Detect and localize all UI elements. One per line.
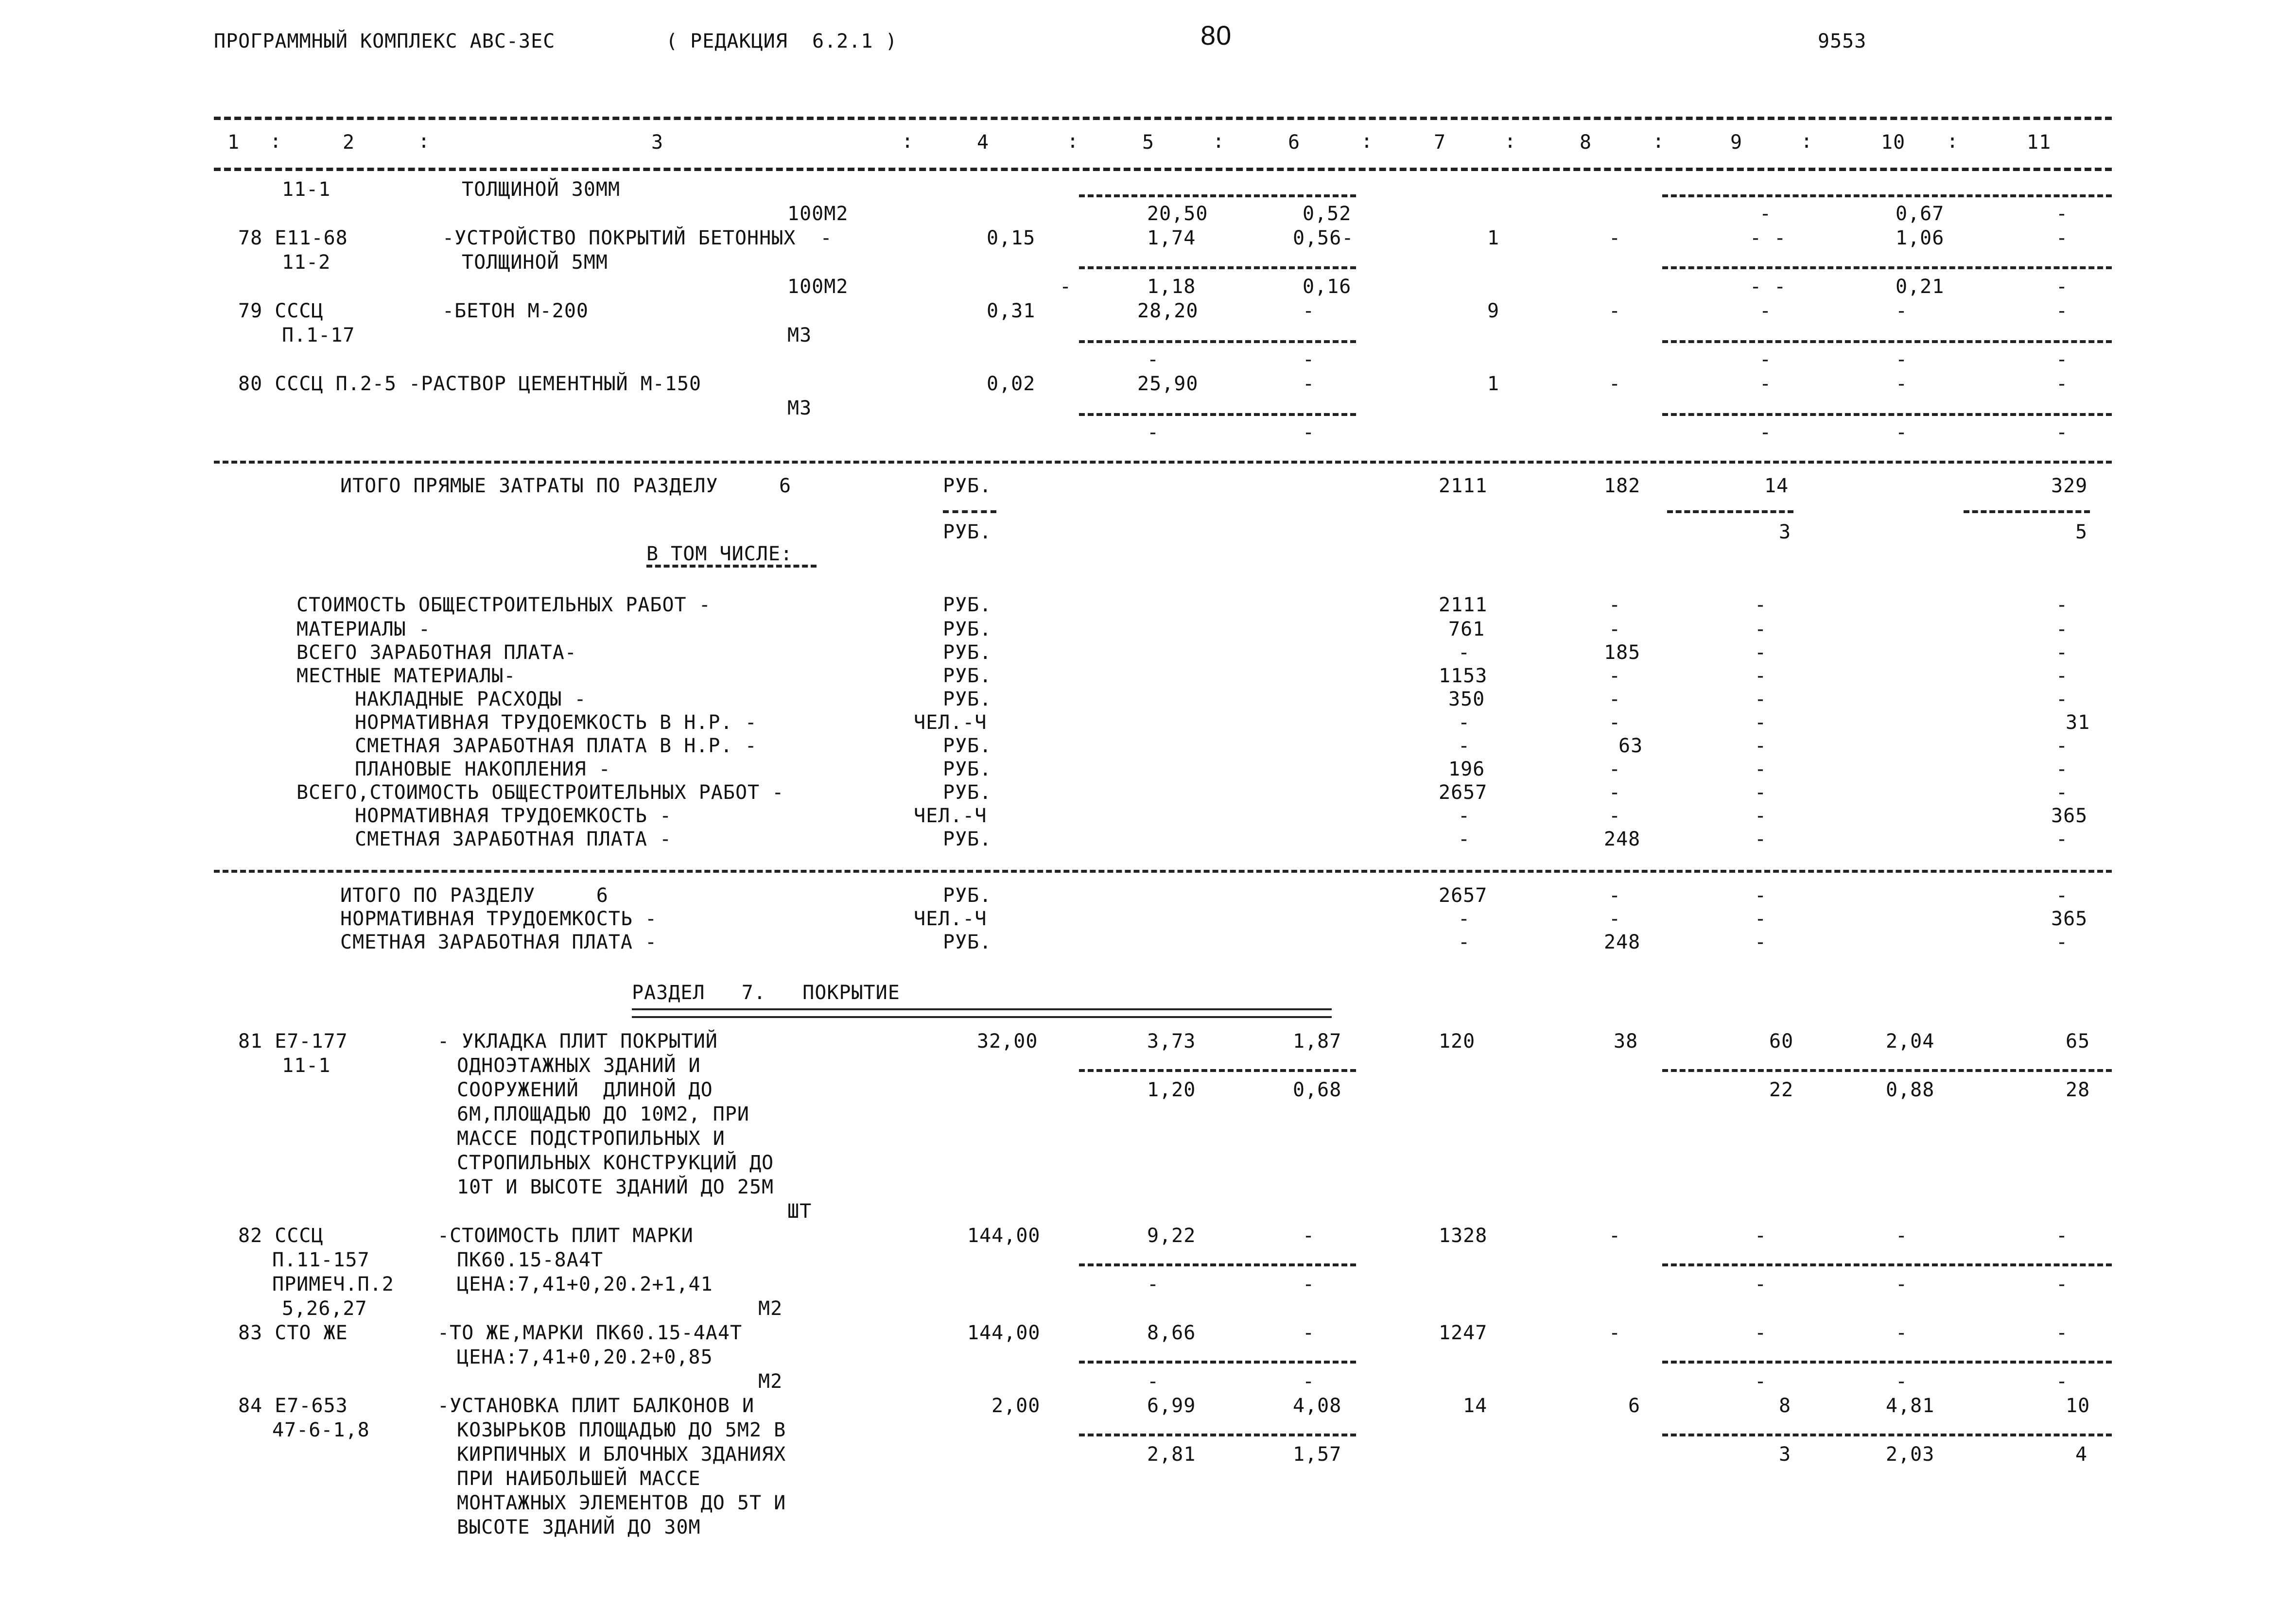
table-cell: ПК60.15-8А4Т	[457, 1249, 603, 1271]
table-cell: -	[1609, 373, 1621, 395]
table-cell: 9	[1487, 300, 1500, 322]
col-separator: :	[1504, 130, 1516, 153]
table-cell: -	[1755, 1273, 1767, 1296]
table-cell: -	[2056, 828, 2069, 850]
table-cell: СМЕТНАЯ ЗАРАБОТНАЯ ПЛАТА В Н.Р. -	[355, 735, 757, 757]
document-code: 9553	[1818, 30, 1867, 52]
table-cell: 1,06	[1896, 227, 1945, 249]
col-7: 7	[1434, 131, 1446, 154]
table-cell: -	[1303, 1273, 1315, 1296]
table-cell: -	[1609, 908, 1621, 930]
table-cell: СТОИМОСТЬ ОБЩЕСТРОИТЕЛЬНЫХ РАБОТ -	[296, 594, 711, 616]
table-cell: -	[1303, 421, 1315, 444]
table-cell: -	[2056, 665, 2069, 687]
col-5: 5	[1142, 131, 1155, 154]
table-cell: 81 Е7-177	[238, 1030, 348, 1053]
table-cell: 1247	[1439, 1322, 1488, 1344]
cell-underline	[1079, 1069, 1356, 1072]
table-cell: СМЕТНАЯ ЗАРАБОТНАЯ ПЛАТА -	[355, 828, 672, 850]
table-cell: ЧЕЛ.-Ч	[914, 908, 987, 930]
table-cell: М2	[758, 1370, 783, 1393]
table-cell: ОДНОЭТАЖНЫХ ЗДАНИЙ И	[457, 1054, 701, 1077]
table-cell: -	[1896, 373, 1908, 395]
table-cell: -	[1458, 828, 1471, 850]
table-cell: -	[1896, 1273, 1908, 1296]
table-cell: 6	[1628, 1395, 1641, 1417]
cell-underline	[1662, 194, 2112, 197]
col-3: 3	[651, 131, 664, 154]
table-cell: -	[1755, 618, 1767, 640]
table-cell: -	[1458, 641, 1471, 664]
table-cell: -	[1755, 805, 1767, 827]
table-cell: РУБ.	[943, 618, 992, 640]
table-cell: 2657	[1439, 884, 1488, 907]
table-cell: РУБ.	[943, 931, 992, 953]
section-total-rule	[214, 461, 2112, 464]
table-cell: 1,18	[1147, 276, 1196, 298]
table-cell: 84 Е7-653	[238, 1395, 348, 1417]
table-cell: КОЗЫРЬКОВ ПЛОЩАДЬЮ ДО 5М2 В	[457, 1419, 786, 1441]
table-cell: 5	[2075, 521, 2088, 543]
table-cell: П.1-17	[282, 324, 355, 346]
table-cell: РУБ.	[943, 665, 992, 687]
table-cell: -	[1609, 805, 1621, 827]
cell-underline	[1079, 1434, 1356, 1436]
table-cell: 248	[1604, 828, 1641, 850]
col-separator: :	[1213, 130, 1225, 153]
table-cell: -	[1147, 348, 1160, 371]
table-cell: ПРИМЕЧ.П.2	[272, 1273, 394, 1296]
table-cell: 65	[2066, 1030, 2090, 1053]
col-11: 11	[2027, 131, 2052, 154]
table-cell: -	[1755, 665, 1767, 687]
col-separator: :	[1067, 130, 1079, 153]
table-cell: -	[1755, 1225, 1767, 1247]
table-cell: 1	[1487, 373, 1500, 395]
table-cell: -	[1755, 688, 1767, 710]
table-cell: -	[1755, 711, 1767, 734]
table-cell: -	[1609, 665, 1621, 687]
cell-underline	[1079, 1361, 1356, 1364]
table-cell: ИТОГО ПРЯМЫЕ ЗАТРАТЫ ПО РАЗДЕЛУ 6	[340, 475, 792, 497]
table-cell: 10	[2066, 1395, 2090, 1417]
table-cell: -	[2056, 1225, 2069, 1247]
table-cell: 11-1	[282, 1054, 331, 1077]
table-cell: 47-6-1,8	[272, 1419, 370, 1441]
table-cell: -	[1303, 1322, 1315, 1344]
table-cell: 2,81	[1147, 1443, 1196, 1466]
table-cell: -	[2056, 1370, 2069, 1393]
table-cell: -	[1896, 1370, 1908, 1393]
table-cell: 0,02	[987, 373, 1036, 395]
table-cell: - УКЛАДКА ПЛИТ ПОКРЫТИЙ	[437, 1030, 718, 1053]
table-cell: -	[2056, 1322, 2069, 1344]
table-cell: -	[2056, 276, 2069, 298]
table-cell: 100М2	[787, 203, 849, 225]
table-cell: 14	[1764, 475, 1789, 497]
table-cell: -	[2056, 227, 2069, 249]
table-cell: -	[1609, 781, 1621, 804]
table-cell: РУБ.	[943, 735, 992, 757]
table-cell: 0,88	[1886, 1079, 1935, 1101]
table-cell: -	[1458, 735, 1471, 757]
table-cell: 6,99	[1147, 1395, 1196, 1417]
table-cell: 4,81	[1886, 1395, 1935, 1417]
table-cell: 0,21	[1896, 276, 1945, 298]
table-cell: -	[1147, 1273, 1160, 1296]
col-separator: :	[270, 130, 282, 153]
table-cell: -	[1303, 1225, 1315, 1247]
table-cell: 11-1	[282, 178, 331, 201]
table-cell: 79 СССЦ	[238, 300, 324, 322]
table-cell: -	[2056, 203, 2069, 225]
table-cell: -	[1755, 781, 1767, 804]
table-cell: РУБ.	[943, 641, 992, 664]
table-cell: ЦЕНА:7,41+0,20.2+1,41	[457, 1273, 713, 1296]
table-cell: СООРУЖЕНИЙ ДЛИНОЙ ДО	[457, 1079, 713, 1101]
table-cell: -	[1759, 421, 1772, 444]
table-cell: -	[1303, 300, 1315, 322]
table-cell: РУБ.	[943, 521, 992, 543]
table-cell: 2,00	[991, 1395, 1041, 1417]
table-cell: 144,00	[967, 1225, 1041, 1247]
table-cell: -	[2056, 348, 2069, 371]
table-cell: -	[1755, 931, 1767, 953]
table-cell: -	[1759, 373, 1772, 395]
table-cell: -	[2056, 758, 2069, 780]
table-cell: ПРИ НАИБОЛЬШЕЙ МАССЕ	[457, 1468, 701, 1490]
col-6: 6	[1288, 131, 1301, 154]
table-cell: 0,31	[987, 300, 1036, 322]
table-cell: -	[1896, 421, 1908, 444]
cell-underline	[1662, 340, 2112, 343]
table-cell: 120	[1439, 1030, 1476, 1053]
table-cell: -	[2056, 373, 2069, 395]
table-cell: РУБ.	[943, 594, 992, 616]
table-cell: -	[1147, 1370, 1160, 1393]
table-cell: -	[2056, 641, 2069, 664]
col-2: 2	[343, 131, 355, 154]
table-cell: 144,00	[967, 1322, 1041, 1344]
table-cell: -	[1896, 300, 1908, 322]
table-cell: -	[1458, 931, 1471, 953]
table-cell: -	[1147, 421, 1160, 444]
table-cell: МЕСТНЫЕ МАТЕРИАЛЫ-	[296, 665, 516, 687]
table-cell: 80 СССЦ П.2-5 -РАСТВОР ЦЕМЕНТНЫЙ М-150	[238, 373, 702, 395]
table-cell: 1,74	[1147, 227, 1196, 249]
table-cell: -	[1609, 618, 1621, 640]
table-cell: -	[1303, 373, 1315, 395]
table-cell: 196	[1448, 758, 1485, 780]
col-separator: :	[1361, 130, 1373, 153]
table-cell: 28,20	[1137, 300, 1199, 322]
table-cell: -	[1303, 1370, 1315, 1393]
cell-underline	[1662, 413, 2112, 416]
table-cell: - -	[1750, 227, 1787, 249]
table-cell: -	[1755, 828, 1767, 850]
table-cell: -	[2056, 884, 2069, 907]
table-cell: ШТ	[787, 1200, 812, 1223]
cell-underline	[1667, 510, 1793, 513]
table-cell: -	[1609, 688, 1621, 710]
table-cell: РУБ.	[943, 758, 992, 780]
table-cell: 182	[1604, 475, 1641, 497]
table-cell: -	[2056, 931, 2069, 953]
table-cell: ИТОГО ПО РАЗДЕЛУ 6	[340, 884, 609, 907]
table-cell: -	[1609, 711, 1621, 734]
table-cell: 9,22	[1147, 1225, 1196, 1247]
table-cell: 100М2	[787, 276, 849, 298]
cell-underline	[1662, 1069, 2112, 1072]
table-cell: 22	[1769, 1079, 1794, 1101]
table-cell: -	[1755, 884, 1767, 907]
table-cell: 0,56-	[1293, 227, 1354, 249]
table-cell: В ТОМ ЧИСЛЕ:	[646, 543, 793, 565]
table-cell: -	[1755, 908, 1767, 930]
table-cell: 31	[2066, 711, 2090, 734]
table-cell: 350	[1448, 688, 1485, 710]
table-cell: -	[1896, 1322, 1908, 1344]
table-cell: НАКЛАДНЫЕ РАСХОДЫ -	[355, 688, 587, 710]
table-cell: -	[1458, 805, 1471, 827]
table-cell: 0,16	[1303, 276, 1352, 298]
table-cell: 761	[1448, 618, 1485, 640]
table-top-rule	[214, 117, 2112, 120]
table-cell: -	[1303, 348, 1315, 371]
table-cell: -БЕТОН М-200	[442, 300, 589, 322]
table-cell: 248	[1604, 931, 1641, 953]
table-cell: ВСЕГО ЗАРАБОТНАЯ ПЛАТА-	[296, 641, 577, 664]
table-cell: РУБ.	[943, 781, 992, 804]
table-cell: РУБ.	[943, 884, 992, 907]
table-cell: 5,26,27	[282, 1297, 367, 1320]
table-cell: -	[1896, 1225, 1908, 1247]
table-cell: -УСТАНОВКА ПЛИТ БАЛКОНОВ И	[437, 1395, 755, 1417]
table-cell: РАЗДЕЛ 7. ПОКРЫТИЕ	[632, 982, 900, 1004]
table-cell: 11-2	[282, 251, 331, 274]
table-cell: ЦЕНА:7,41+0,20.2+0,85	[457, 1346, 713, 1368]
table-cell: -	[1609, 227, 1621, 249]
table-cell: 1,87	[1293, 1030, 1342, 1053]
table-cell: 10Т И ВЫСОТЕ ЗДАНИЙ ДО 25М	[457, 1176, 774, 1198]
table-cell: 0,68	[1293, 1079, 1342, 1101]
table-cell: 1	[1487, 227, 1500, 249]
table-cell: 4	[2075, 1443, 2088, 1466]
table-cell: -	[2056, 1273, 2069, 1296]
table-cell: СМЕТНАЯ ЗАРАБОТНАЯ ПЛАТА -	[340, 931, 658, 953]
table-cell: -	[1755, 735, 1767, 757]
cell-underline	[1662, 1263, 2112, 1266]
table-cell: 14	[1463, 1395, 1488, 1417]
table-cell: 8,66	[1147, 1322, 1196, 1344]
table-cell: 2,04	[1886, 1030, 1935, 1053]
col-separator: :	[418, 130, 430, 153]
table-cell: -	[1609, 884, 1621, 907]
table-cell: -	[1755, 594, 1767, 616]
table-cell: 2657	[1439, 781, 1488, 804]
table-cell: -	[1755, 641, 1767, 664]
col-separator: :	[1801, 130, 1813, 153]
table-cell: -	[1755, 1322, 1767, 1344]
table-cell: ВЫСОТЕ ЗДАНИЙ ДО 30М	[457, 1516, 701, 1538]
cell-underline	[1662, 1361, 2112, 1364]
table-cell: ВСЕГО,СТОИМОСТЬ ОБЩЕСТРОИТЕЛЬНЫХ РАБОТ -	[296, 781, 784, 804]
table-cell: М3	[787, 397, 812, 419]
table-cell: 4,08	[1293, 1395, 1342, 1417]
table-cell: М2	[758, 1297, 783, 1320]
table-cell: ЧЕЛ.-Ч	[914, 711, 987, 734]
table-cell: РУБ.	[943, 688, 992, 710]
table-cell: -	[1896, 348, 1908, 371]
table-cell: 0,15	[987, 227, 1036, 249]
table-cell: 2111	[1439, 594, 1488, 616]
cell-underline	[1079, 413, 1356, 416]
cell-underline	[1079, 194, 1356, 197]
table-cell: 20,50	[1147, 203, 1208, 225]
table-cell: ЧЕЛ.-Ч	[914, 805, 987, 827]
table-cell: -	[1609, 300, 1621, 322]
cell-underline	[1079, 1263, 1356, 1266]
table-cell: -	[2056, 781, 2069, 804]
header-bottom-rule	[214, 168, 2112, 171]
table-cell: -	[2056, 618, 2069, 640]
table-cell: 3	[1779, 521, 1792, 543]
table-cell: 365	[2051, 805, 2088, 827]
table-cell: П.11-157	[272, 1249, 370, 1271]
col-4: 4	[977, 131, 990, 154]
table-cell: 38	[1614, 1030, 1638, 1053]
table-cell: -	[1609, 594, 1621, 616]
table-cell: 2111	[1439, 475, 1488, 497]
table-cell: -	[1759, 348, 1772, 371]
table-cell: 82 СССЦ	[238, 1225, 324, 1247]
table-cell: -	[1755, 758, 1767, 780]
table-cell: -	[1609, 1225, 1621, 1247]
table-cell: ПЛАНОВЫЕ НАКОПЛЕНИЯ -	[355, 758, 611, 780]
col-8: 8	[1580, 131, 1592, 154]
table-cell: КИРПИЧНЫХ И БЛОЧНЫХ ЗДАНИЯХ	[457, 1443, 786, 1466]
cell-underline	[1662, 266, 2112, 269]
table-cell: -УСТРОЙСТВО ПОКРЫТИЙ БЕТОННЫХ -	[442, 227, 833, 249]
table-cell: -	[1609, 1322, 1621, 1344]
table-cell: 365	[2051, 908, 2088, 930]
table-cell: 1,57	[1293, 1443, 1342, 1466]
col-separator: :	[1652, 130, 1665, 153]
table-cell: ТОЛЩИНОЙ 5ММ	[462, 251, 608, 274]
col-separator: :	[902, 130, 914, 153]
table-cell: РУБ.	[943, 828, 992, 850]
cell-underline	[1662, 1434, 2112, 1436]
cell-underline	[1964, 510, 2090, 513]
table-cell: РУБ.	[943, 475, 992, 497]
table-cell: НОРМАТИВНАЯ ТРУДОЕМКОСТЬ -	[355, 805, 672, 827]
table-cell: 63	[1618, 735, 1643, 757]
table-cell: 60	[1769, 1030, 1794, 1053]
table-cell: СТРОПИЛЬНЫХ КОНСТРУКЦИЙ ДО	[457, 1152, 774, 1174]
table-cell: -	[2056, 300, 2069, 322]
col-1: 1	[227, 131, 240, 154]
table-cell: 83 СТО ЖЕ	[238, 1322, 348, 1344]
col-9: 9	[1730, 131, 1743, 154]
table-cell: -	[1759, 203, 1772, 225]
table-cell: 0,67	[1896, 203, 1945, 225]
table-cell: 6М,ПЛОЩАДЬЮ ДО 10М2, ПРИ	[457, 1103, 749, 1125]
table-cell: М3	[787, 324, 812, 346]
table-cell: -	[1458, 711, 1471, 734]
table-cell: -	[2056, 735, 2069, 757]
table-cell: МАССЕ ПОДСТРОПИЛЬНЫХ И	[457, 1127, 725, 1150]
table-cell: 2,03	[1886, 1443, 1935, 1466]
section-title-double-rule	[632, 1008, 1332, 1018]
table-cell: -	[2056, 688, 2069, 710]
table-cell: 3,73	[1147, 1030, 1196, 1053]
table-cell: -	[1609, 758, 1621, 780]
table-cell: 25,90	[1137, 373, 1199, 395]
table-cell: -ТО ЖЕ,МАРКИ ПК60.15-4А4Т	[437, 1322, 743, 1344]
table-cell: 8	[1779, 1395, 1792, 1417]
table-cell: - -	[1750, 276, 1787, 298]
table-cell: -СТОИМОСТЬ ПЛИТ МАРКИ	[437, 1225, 694, 1247]
cell-underline	[1079, 266, 1356, 269]
table-cell: 1328	[1439, 1225, 1488, 1247]
table-cell: 185	[1604, 641, 1641, 664]
cell-underline	[1079, 340, 1356, 343]
col-separator: :	[1947, 130, 1959, 153]
cell-underline	[943, 510, 996, 513]
table-cell: ТОЛЩИНОЙ 30ММ	[462, 178, 621, 201]
table-cell: МАТЕРИАЛЫ -	[296, 618, 431, 640]
table-cell: -	[1759, 300, 1772, 322]
table-cell: -	[2056, 421, 2069, 444]
table-cell: 78 Е11-68	[238, 227, 348, 249]
edition-label: ( РЕДАКЦИЯ 6.2.1 )	[666, 30, 898, 52]
table-cell: -	[1755, 1370, 1767, 1393]
page-number: 80	[1200, 20, 1232, 51]
table-cell: 3	[1779, 1443, 1792, 1466]
table-cell: НОРМАТИВНАЯ ТРУДОЕМКОСТЬ -	[340, 908, 658, 930]
section-footer-rule	[214, 870, 2112, 873]
table-cell: -	[2056, 594, 2069, 616]
table-cell: 32,00	[977, 1030, 1038, 1053]
table-cell: 0,52	[1303, 203, 1352, 225]
table-cell: 329	[2051, 475, 2088, 497]
table-cell: -	[1060, 276, 1072, 298]
table-cell: 1,20	[1147, 1079, 1196, 1101]
table-cell: МОНТАЖНЫХ ЭЛЕМЕНТОВ ДО 5Т И	[457, 1492, 786, 1514]
table-cell: 28	[2066, 1079, 2090, 1101]
table-cell: -	[1458, 908, 1471, 930]
table-cell: 1153	[1439, 665, 1488, 687]
table-cell: НОРМАТИВНАЯ ТРУДОЕМКОСТЬ В Н.Р. -	[355, 711, 757, 734]
program-title: ПРОГРАММНЫЙ КОМПЛЕКС АВС-ЗЕС	[214, 30, 556, 52]
col-10: 10	[1881, 131, 1906, 154]
